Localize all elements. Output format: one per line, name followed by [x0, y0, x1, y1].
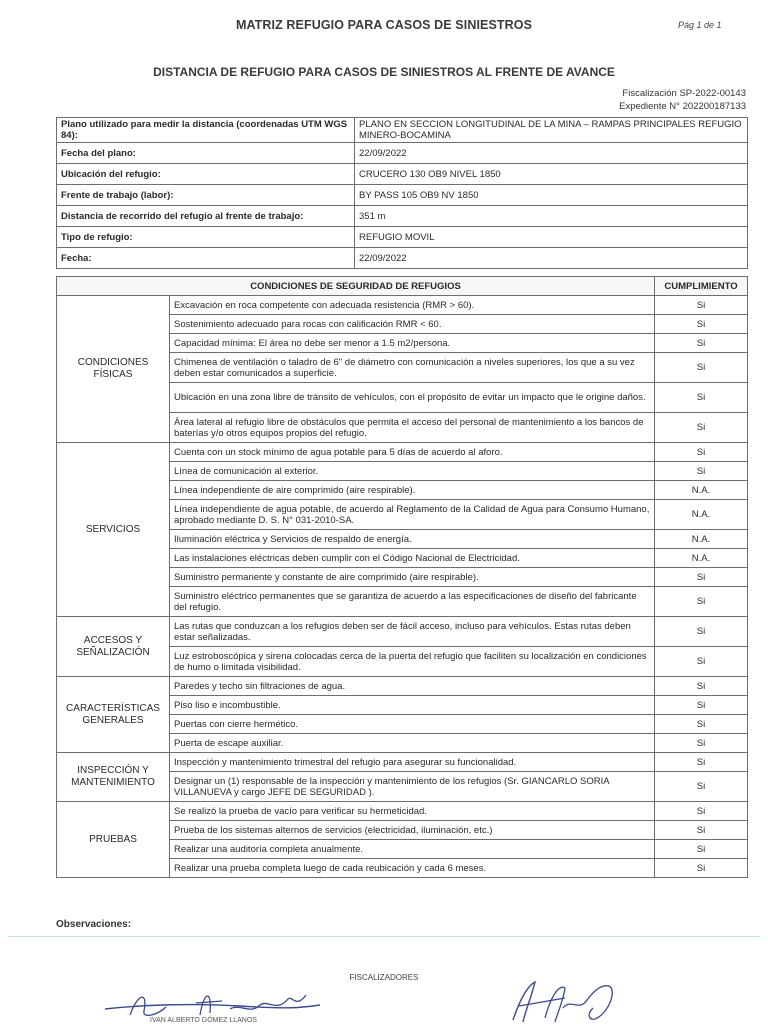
condition-text: Suministro permanente y constante de aire comprimido (aire respirable).	[170, 568, 655, 587]
category-label: INSPECCIÓN Y MANTENIMIENTO	[57, 753, 170, 802]
category-label: PRUEBAS	[57, 802, 170, 878]
condition-text: Piso liso e incombustible.	[170, 696, 655, 715]
condition-text: Iluminación eléctrica y Servicios de respaldo de energía.	[170, 530, 655, 549]
compliance-value: Si	[655, 753, 748, 772]
condition-text: Realizar una prueba completa luego de cada reubicación y cada 6 meses.	[170, 859, 655, 878]
category-label: CONDICIONES FÍSICAS	[57, 296, 170, 443]
info-label: Ubicación del refugio:	[57, 164, 355, 185]
info-row	[57, 143, 748, 164]
observations-label: Observaciones:	[56, 919, 132, 930]
category-label: CARACTERÍSTICAS GENERALES	[57, 677, 170, 753]
signer-name: IVAN ALBERTO GÓMEZ LLANOS	[150, 1017, 257, 1024]
fiscalization-code: Fiscalización SP-2022-00143	[622, 88, 746, 99]
compliance-value: Si	[655, 715, 748, 734]
condition-text: Línea independiente de agua potable, de acuerdo al Reglamento de la Calidad de Agua para Consumo Humano, aprobado mediante D. S. N° 031-2010-SA.	[170, 500, 655, 530]
info-value: 22/09/2022	[355, 143, 748, 164]
compliance-value: Si	[655, 647, 748, 677]
condition-text: Las rutas que conduzcan a los refugios deben ser de fácil acceso, incluso para vehículos. Estas rutas deben estar señalizadas.	[170, 617, 655, 647]
compliance-value: N.A.	[655, 530, 748, 549]
condition-text: Área lateral al refugio libre de obstáculos que permita el acceso del personal de mantenimiento a los bancos de baterías y/o otros equipos propios del refugio.	[170, 413, 655, 443]
info-value: 351 m	[355, 206, 748, 227]
condition-text: Puertas con cierre hermético.	[170, 715, 655, 734]
condition-text: Puerta de escape auxiliar.	[170, 734, 655, 753]
info-value: 22/09/2022	[355, 248, 748, 269]
info-value: BY PASS 105 OB9 NV 1850	[355, 185, 748, 206]
info-row	[57, 227, 748, 248]
compliance-value: Si	[655, 568, 748, 587]
fiscalization-block	[619, 87, 746, 113]
condition-text: Cuenta con un stock mínimo de agua potable para 5 días de acuerdo al aforo.	[170, 443, 655, 462]
condition-text: Ubicación en una zona libre de tránsito de vehículos, con el propósito de evitar un impacto que le origine daños.	[170, 383, 655, 413]
info-value: REFUGIO MOVIL	[355, 227, 748, 248]
page-number: Pág 1 de 1	[678, 20, 722, 30]
condition-text: Se realizó la prueba de vacío para verificar su hermeticidad.	[170, 802, 655, 821]
condition-row	[57, 617, 748, 647]
compliance-value: Si	[655, 462, 748, 481]
info-label: Fecha del plano:	[57, 143, 355, 164]
compliance-value: Si	[655, 443, 748, 462]
compliance-value: Si	[655, 353, 748, 383]
condition-row	[57, 443, 748, 462]
condition-text: Paredes y techo sin filtraciones de agua.	[170, 677, 655, 696]
info-row	[57, 164, 748, 185]
condition-text: Línea de comunicación al exterior.	[170, 462, 655, 481]
compliance-value: Si	[655, 859, 748, 878]
observations-divider	[8, 936, 760, 937]
condition-row	[57, 296, 748, 315]
compliance-value: Si	[655, 821, 748, 840]
category-label: ACCESOS Y SEÑALIZACIÓN	[57, 617, 170, 677]
compliance-value: Si	[655, 383, 748, 413]
document-subtitle: DISTANCIA DE REFUGIO PARA CASOS DE SINIESTROS AL FRENTE DE AVANCE	[153, 65, 615, 79]
expediente-number: Expediente N° 202200187133	[619, 101, 746, 112]
compliance-value: N.A.	[655, 481, 748, 500]
info-value: CRUCERO 130 OB9 NIVEL 1850	[355, 164, 748, 185]
compliance-header: CUMPLIMIENTO	[655, 277, 748, 296]
condition-row	[57, 802, 748, 821]
condition-text: Prueba de los sistemas alternos de servicios (electricidad, iluminación, etc.)	[170, 821, 655, 840]
info-label: Frente de trabajo (labor):	[57, 185, 355, 206]
condition-text: Suministro eléctrico permanentes que se garantiza de acuerdo a las especificaciones de diseño del fabricante del refugio.	[170, 587, 655, 617]
info-row	[57, 206, 748, 227]
category-label: SERVICIOS	[57, 443, 170, 617]
condition-text: Luz estroboscópica y sirena colocadas cerca de la puerta del refugio que faciliten su localización en condiciones de humo o limitada visibilidad.	[170, 647, 655, 677]
conditions-table	[56, 276, 748, 878]
info-label: Distancia de recorrido del refugio al frente de trabajo:	[57, 206, 355, 227]
compliance-value: Si	[655, 315, 748, 334]
condition-row	[57, 753, 748, 772]
document-title: MATRIZ REFUGIO PARA CASOS DE SINIESTROS	[235, 18, 533, 32]
info-label: Plano utilizado para medir la distancia (coordenadas UTM WGS 84):	[57, 118, 355, 143]
condition-text: Capacidad mínima: El área no debe ser menor a 1.5 m2/persona.	[170, 334, 655, 353]
info-value: PLANO EN SECCION LONGITUDINAL DE LA MINA – RAMPAS PRINCIPALES REFUGIO MINERO-BOCAMINA	[355, 118, 748, 143]
condition-text: Realizar una auditoría completa anualmente.	[170, 840, 655, 859]
compliance-value: Si	[655, 772, 748, 802]
condition-text: Línea independiente de aire comprimido (aire respirable).	[170, 481, 655, 500]
compliance-value: N.A.	[655, 549, 748, 568]
condition-text: Las instalaciones eléctricas deben cumplir con el Código Nacional de Electricidad.	[170, 549, 655, 568]
compliance-value: Si	[655, 840, 748, 859]
fiscalizadores-label: FISCALIZADORES	[349, 973, 419, 982]
condition-text: Inspección y mantenimiento trimestral del refugio para asegurar su funcionalidad.	[170, 753, 655, 772]
compliance-value: Si	[655, 296, 748, 315]
condition-text: Chimenea de ventilación o taladro de 6" de diámetro con comunicación a niveles superiores, los que a su vez deben estar comunicados a superficie.	[170, 353, 655, 383]
condition-text: Excavación en roca competente con adecuada resistencia (RMR > 60).	[170, 296, 655, 315]
conditions-header: CONDICIONES DE SEGURIDAD DE REFUGIOS	[57, 277, 655, 296]
info-table	[56, 117, 748, 269]
condition-row	[57, 677, 748, 696]
compliance-value: Si	[655, 677, 748, 696]
info-label: Tipo de refugio:	[57, 227, 355, 248]
condition-text: Sostenimiento adecuado para rocas con calificación RMR < 60.	[170, 315, 655, 334]
info-row	[57, 185, 748, 206]
info-label: Fecha:	[57, 248, 355, 269]
compliance-value: Si	[655, 802, 748, 821]
compliance-value: Si	[655, 617, 748, 647]
compliance-value: Si	[655, 334, 748, 353]
info-row	[57, 248, 748, 269]
condition-text: Designar un (1) responsable de la inspección y mantenimiento de los refugios (Sr. GIANCARLO SORIA VILLANUEVA y cargo JEFE DE SEGURIDAD ).	[170, 772, 655, 802]
compliance-value: Si	[655, 413, 748, 443]
info-row	[57, 118, 748, 143]
compliance-value: Si	[655, 696, 748, 715]
signature-right	[505, 978, 625, 1024]
compliance-value: Si	[655, 587, 748, 617]
compliance-value: N.A.	[655, 500, 748, 530]
compliance-value: Si	[655, 734, 748, 753]
